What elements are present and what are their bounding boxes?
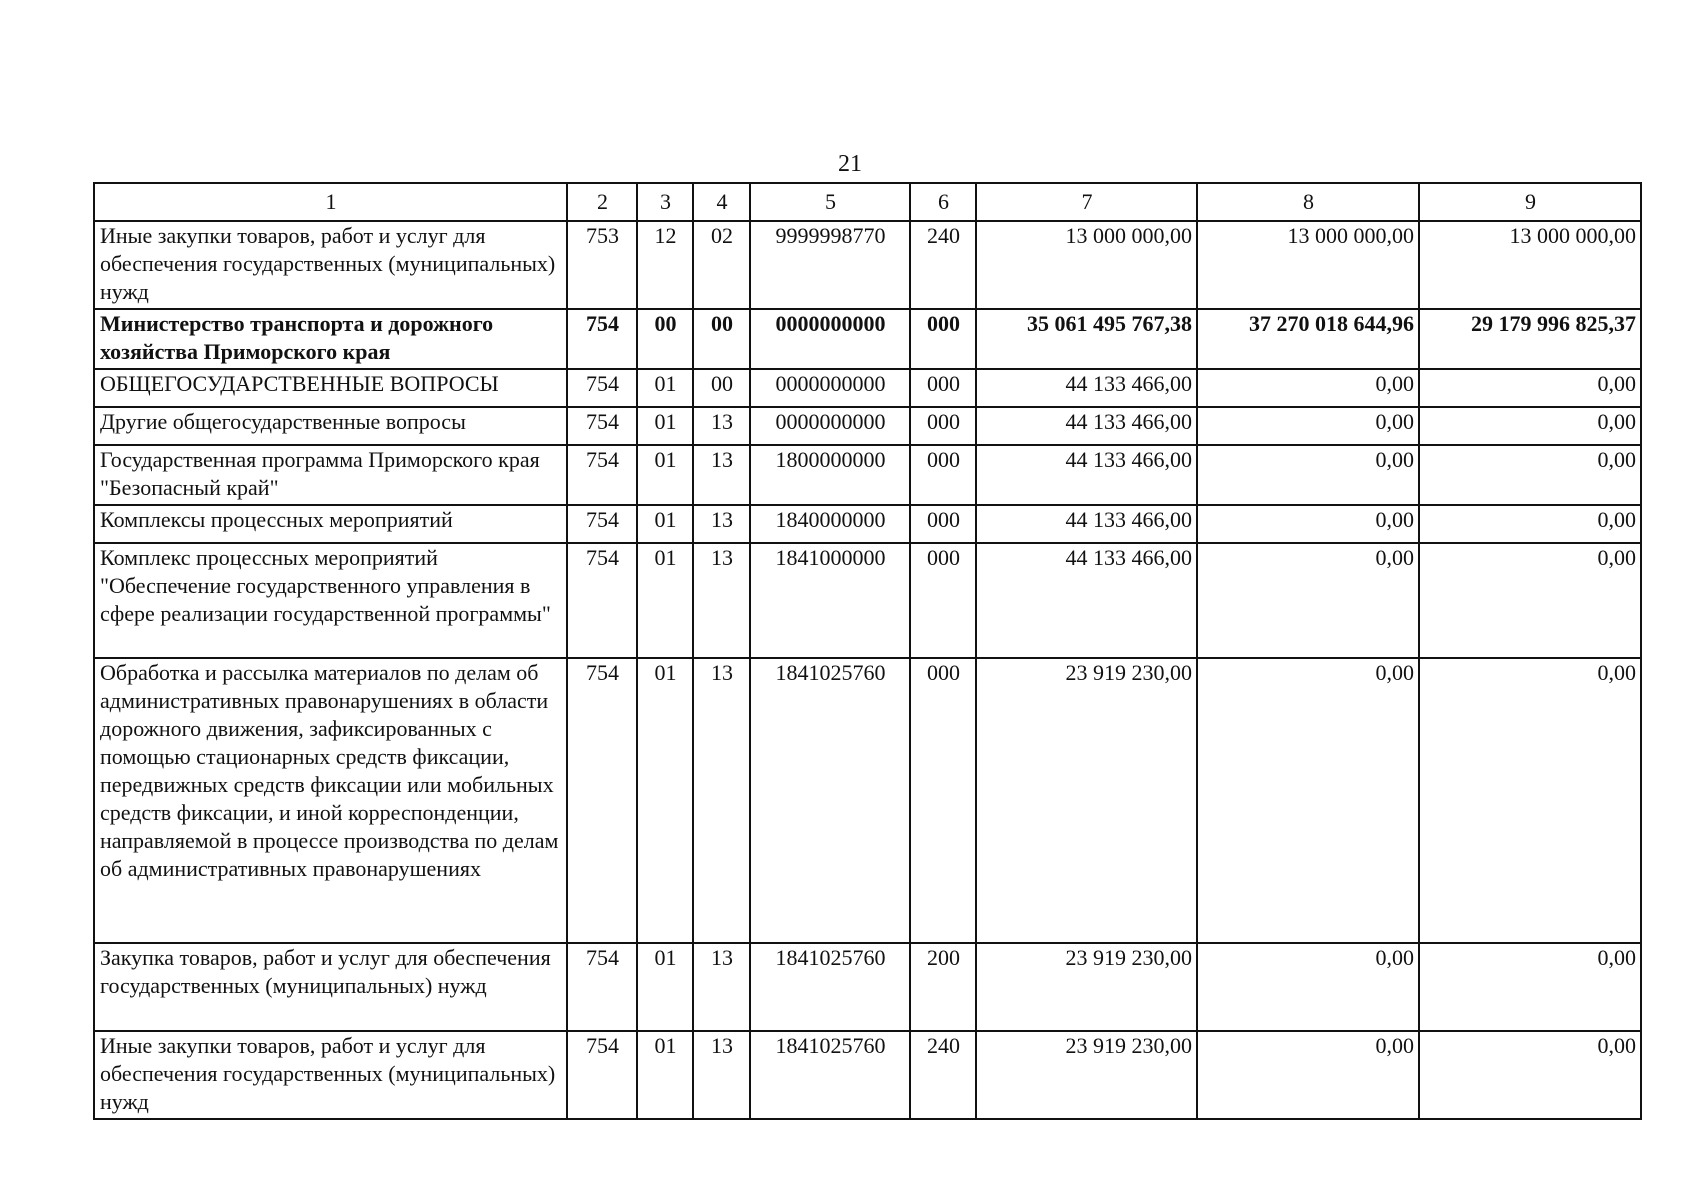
row-rz: 01	[637, 407, 693, 445]
row-name: Другие общегосударственные вопросы	[94, 407, 567, 445]
row-sum-col8: 37 270 018 644,96	[1197, 309, 1419, 369]
row-ved: 754	[567, 309, 637, 369]
column-header-8: 8	[1197, 183, 1419, 221]
row-sum-col8: 0,00	[1197, 445, 1419, 505]
row-rz: 01	[637, 445, 693, 505]
row-sum-col9: 0,00	[1419, 543, 1641, 658]
row-ved: 754	[567, 543, 637, 658]
row-pr: 13	[693, 658, 750, 943]
row-sum-col7: 44 133 466,00	[976, 407, 1197, 445]
table-row	[94, 407, 1641, 445]
row-sum-col7: 23 919 230,00	[976, 658, 1197, 943]
row-sum-col9: 0,00	[1419, 1031, 1641, 1119]
row-name: ОБЩЕГОСУДАРСТВЕННЫЕ ВОПРОСЫ	[94, 369, 567, 407]
row-vr: 240	[910, 221, 976, 309]
row-sum-col8: 0,00	[1197, 1031, 1419, 1119]
row-csr: 9999998770	[750, 221, 910, 309]
header-row	[94, 183, 1641, 221]
row-rz: 01	[637, 1031, 693, 1119]
row-name: Обработка и рассылка материалов по делам об административных правонарушениях в области дорожного движения, зафиксированных с помощью стационарных средств фиксации, передвижных средств фиксации или мобильных средств фиксации, и иной корреспонденции, направляемой в процессе производства по делам об административных правонарушениях	[94, 658, 567, 943]
row-rz: 12	[637, 221, 693, 309]
row-csr: 1800000000	[750, 445, 910, 505]
table-header	[94, 183, 1641, 221]
column-header-9: 9	[1419, 183, 1641, 221]
row-vr: 000	[910, 369, 976, 407]
row-csr: 1841025760	[750, 1031, 910, 1119]
row-sum-col9: 13 000 000,00	[1419, 221, 1641, 309]
column-header-7: 7	[976, 183, 1197, 221]
table-row	[94, 1031, 1641, 1119]
row-pr: 02	[693, 221, 750, 309]
page-number: 21	[838, 151, 862, 177]
column-header-4: 4	[693, 183, 750, 221]
column-header-2: 2	[567, 183, 637, 221]
row-csr: 1841025760	[750, 943, 910, 1031]
row-rz: 01	[637, 369, 693, 407]
row-sum-col8: 0,00	[1197, 505, 1419, 543]
row-pr: 00	[693, 369, 750, 407]
column-header-6: 6	[910, 183, 976, 221]
row-rz: 01	[637, 658, 693, 943]
column-header-5: 5	[750, 183, 910, 221]
row-ved: 754	[567, 407, 637, 445]
row-sum-col8: 13 000 000,00	[1197, 221, 1419, 309]
row-pr: 13	[693, 445, 750, 505]
row-pr: 13	[693, 543, 750, 658]
column-header-3: 3	[637, 183, 693, 221]
row-sum-col8: 0,00	[1197, 658, 1419, 943]
row-ved: 754	[567, 369, 637, 407]
row-vr: 000	[910, 445, 976, 505]
row-sum-col7: 44 133 466,00	[976, 505, 1197, 543]
row-sum-col8: 0,00	[1197, 369, 1419, 407]
row-vr: 200	[910, 943, 976, 1031]
row-rz: 01	[637, 943, 693, 1031]
row-csr: 0000000000	[750, 309, 910, 369]
row-name: Иные закупки товаров, работ и услуг для обеспечения государственных (муниципальных) нужд	[94, 221, 567, 309]
row-csr: 1840000000	[750, 505, 910, 543]
row-vr: 000	[910, 309, 976, 369]
row-pr: 13	[693, 1031, 750, 1119]
table-body	[94, 221, 1641, 1119]
row-rz: 01	[637, 543, 693, 658]
table-row	[94, 543, 1641, 658]
row-ved: 753	[567, 221, 637, 309]
row-name: Государственная программа Приморского края "Безопасный край"	[94, 445, 567, 505]
row-sum-col8: 0,00	[1197, 543, 1419, 658]
row-name: Министерство транспорта и дорожного хозяйства Приморского края	[94, 309, 567, 369]
row-vr: 000	[910, 658, 976, 943]
row-sum-col7: 44 133 466,00	[976, 543, 1197, 658]
row-name: Закупка товаров, работ и услуг для обеспечения государственных (муниципальных) нужд	[94, 943, 567, 1031]
row-pr: 13	[693, 943, 750, 1031]
row-csr: 0000000000	[750, 369, 910, 407]
row-sum-col7: 44 133 466,00	[976, 369, 1197, 407]
table-row	[94, 943, 1641, 1031]
row-vr: 240	[910, 1031, 976, 1119]
row-rz: 00	[637, 309, 693, 369]
row-sum-col9: 0,00	[1419, 445, 1641, 505]
table-row	[94, 221, 1641, 309]
row-sum-col9: 29 179 996 825,37	[1419, 309, 1641, 369]
row-sum-col9: 0,00	[1419, 943, 1641, 1031]
row-csr: 0000000000	[750, 407, 910, 445]
row-csr: 1841025760	[750, 658, 910, 943]
row-sum-col9: 0,00	[1419, 369, 1641, 407]
row-ved: 754	[567, 658, 637, 943]
row-sum-col9: 0,00	[1419, 505, 1641, 543]
row-name: Комплекс процессных мероприятий "Обеспечение государственного управления в сфере реализации государственной программы"	[94, 543, 567, 658]
budget-table	[93, 182, 1642, 1120]
table-row	[94, 309, 1641, 369]
row-sum-col7: 44 133 466,00	[976, 445, 1197, 505]
row-pr: 00	[693, 309, 750, 369]
row-sum-col8: 0,00	[1197, 407, 1419, 445]
row-ved: 754	[567, 445, 637, 505]
row-sum-col7: 35 061 495 767,38	[976, 309, 1197, 369]
table-row	[94, 369, 1641, 407]
row-sum-col8: 0,00	[1197, 943, 1419, 1031]
row-sum-col7: 13 000 000,00	[976, 221, 1197, 309]
row-ved: 754	[567, 1031, 637, 1119]
row-name: Комплексы процессных мероприятий	[94, 505, 567, 543]
row-vr: 000	[910, 543, 976, 658]
table-row	[94, 505, 1641, 543]
table-row	[94, 658, 1641, 943]
table-row	[94, 445, 1641, 505]
row-sum-col9: 0,00	[1419, 407, 1641, 445]
row-ved: 754	[567, 943, 637, 1031]
row-sum-col7: 23 919 230,00	[976, 943, 1197, 1031]
row-vr: 000	[910, 407, 976, 445]
row-rz: 01	[637, 505, 693, 543]
row-sum-col7: 23 919 230,00	[976, 1031, 1197, 1119]
row-csr: 1841000000	[750, 543, 910, 658]
row-pr: 13	[693, 505, 750, 543]
row-ved: 754	[567, 505, 637, 543]
row-pr: 13	[693, 407, 750, 445]
row-vr: 000	[910, 505, 976, 543]
row-sum-col9: 0,00	[1419, 658, 1641, 943]
row-name: Иные закупки товаров, работ и услуг для обеспечения государственных (муниципальных) нужд	[94, 1031, 567, 1119]
column-header-1: 1	[94, 183, 567, 221]
